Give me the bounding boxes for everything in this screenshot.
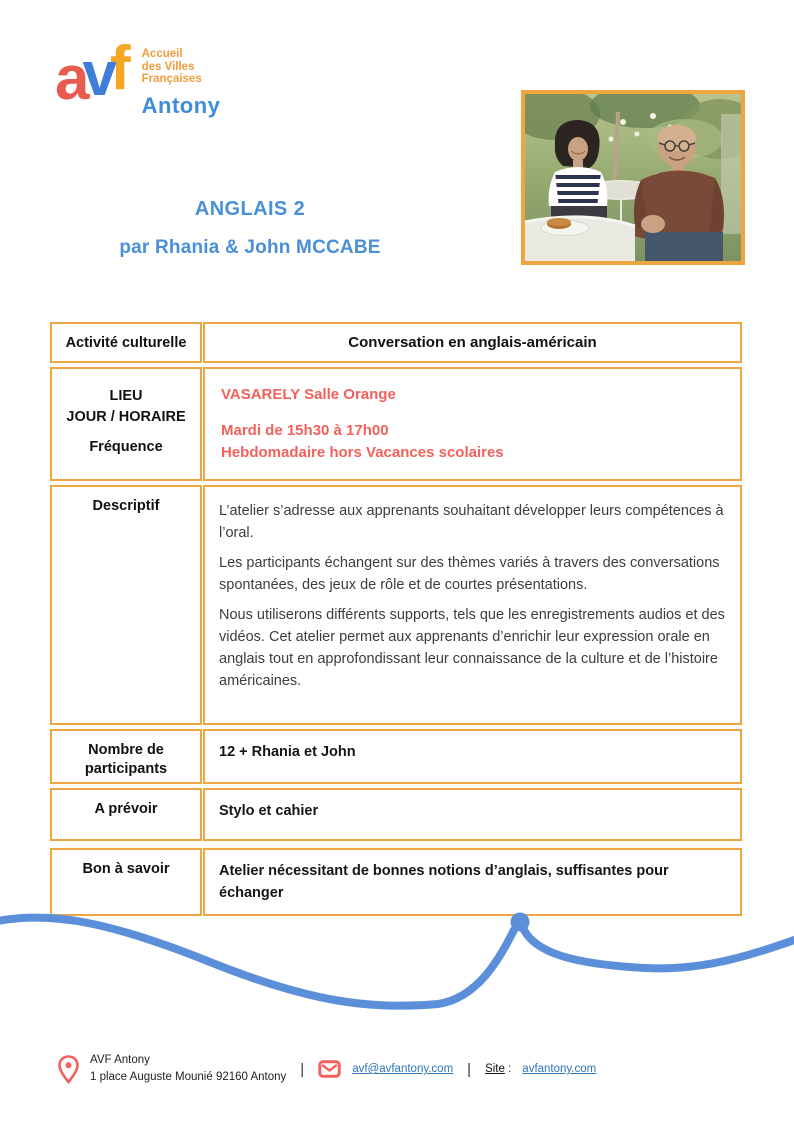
participants-label: Nombre de participants	[50, 729, 202, 784]
table-row-activity	[50, 322, 742, 363]
activity-label: Activité culturelle	[50, 322, 202, 363]
mail-icon-wrap	[318, 1060, 341, 1078]
schedule-time: Mardi de 15h30 à 17h00	[221, 422, 389, 439]
descriptif-label: Descriptif	[50, 485, 202, 725]
footer-separator-1: |	[300, 1060, 305, 1078]
table-row-descriptif	[50, 485, 742, 725]
descriptif-paragraph-2: Les participants échangent sur des thèmes variés à travers des conversations spontanées, des jeux de rôle et de courtes présentations.	[219, 555, 720, 593]
avf-logo-letters	[55, 34, 124, 113]
activity-info-table	[50, 322, 742, 916]
logo-tagline-line2: des Villes	[141, 60, 195, 73]
title-block	[55, 198, 445, 259]
cake-table	[525, 217, 635, 261]
schedule-place: VASARELY Salle Orange	[221, 386, 396, 403]
logo-city: Antony	[141, 92, 221, 118]
logo-text-block	[142, 38, 221, 119]
footer-site-colon: :	[508, 1063, 512, 1075]
logo-letter-a: a	[55, 44, 83, 113]
footer-org-name: AVF Antony	[90, 1054, 150, 1066]
envelope-icon	[318, 1060, 341, 1078]
a-prevoir-value: Stylo et cahier	[203, 788, 742, 841]
location-pin-icon	[58, 1055, 79, 1084]
schedule-label-frequence: Fréquence	[89, 439, 163, 455]
schedule-label-jour-horaire: JOUR / HORAIRE	[66, 409, 186, 425]
woman-figure	[549, 120, 608, 226]
table-row-schedule	[50, 367, 742, 481]
descriptif-text	[203, 485, 742, 725]
footer-address: 1 place Auguste Mounié 92160 Antony	[90, 1071, 287, 1083]
schedule-value	[203, 367, 742, 481]
schedule-label-lieu: LIEU	[109, 388, 143, 404]
footer-site-label-group	[485, 1063, 511, 1075]
logo-tagline	[142, 48, 221, 86]
page-title: ANGLAIS 2	[194, 198, 306, 220]
wave-right-segment	[524, 930, 794, 968]
footer	[58, 1052, 596, 1086]
avf-logo	[55, 34, 221, 119]
wave-left-segment	[0, 918, 514, 1006]
hosts-photo-illustration	[525, 94, 741, 261]
logo-letter-v: v	[82, 40, 110, 109]
activity-value: Conversation en anglais-américain	[203, 322, 742, 363]
table-row-a-prevoir	[50, 788, 742, 841]
descriptif-paragraph-3: Nous utiliserons différents supports, tels que les enregistrements audios et des vidéos. Cet atelier permet aux apprenants d’enrichir leur expression orale en anglais tout en approfondissant leur connaissance de la culture et de l’histoire américaines.	[219, 607, 725, 689]
logo-tagline-line3: Françaises	[141, 73, 202, 85]
wave-decoration	[0, 888, 794, 1020]
descriptif-paragraph-1: L’atelier s’adresse aux apprenants souhaitant développer leurs compétences à l’oral.	[219, 503, 724, 541]
logo-letter-f: f	[109, 34, 124, 103]
bon-a-savoir-value: Atelier nécessitant de bonnes notions d’anglais, suffisantes pour échanger	[203, 848, 742, 916]
participants-value: 12 + Rhania et John	[203, 729, 742, 784]
footer-email-link[interactable]: avf@avfantony.com	[352, 1063, 454, 1075]
schedule-label	[50, 367, 202, 481]
footer-website-link[interactable]: avfantony.com	[522, 1063, 597, 1075]
table-row-participants	[50, 729, 742, 784]
a-prevoir-label: A prévoir	[50, 788, 202, 841]
hosts-photo	[521, 90, 745, 265]
schedule-frequency: Hebdomadaire hors Vacances scolaires	[221, 444, 504, 461]
bon-a-savoir-label: Bon à savoir	[50, 848, 202, 916]
page-subtitle: par Rhania & John MCCABE	[119, 237, 381, 258]
logo-tagline-line1: Accueil	[141, 48, 183, 60]
footer-site-label: Site	[485, 1063, 505, 1075]
footer-separator-2: |	[467, 1060, 472, 1078]
footer-address-block	[90, 1052, 286, 1086]
